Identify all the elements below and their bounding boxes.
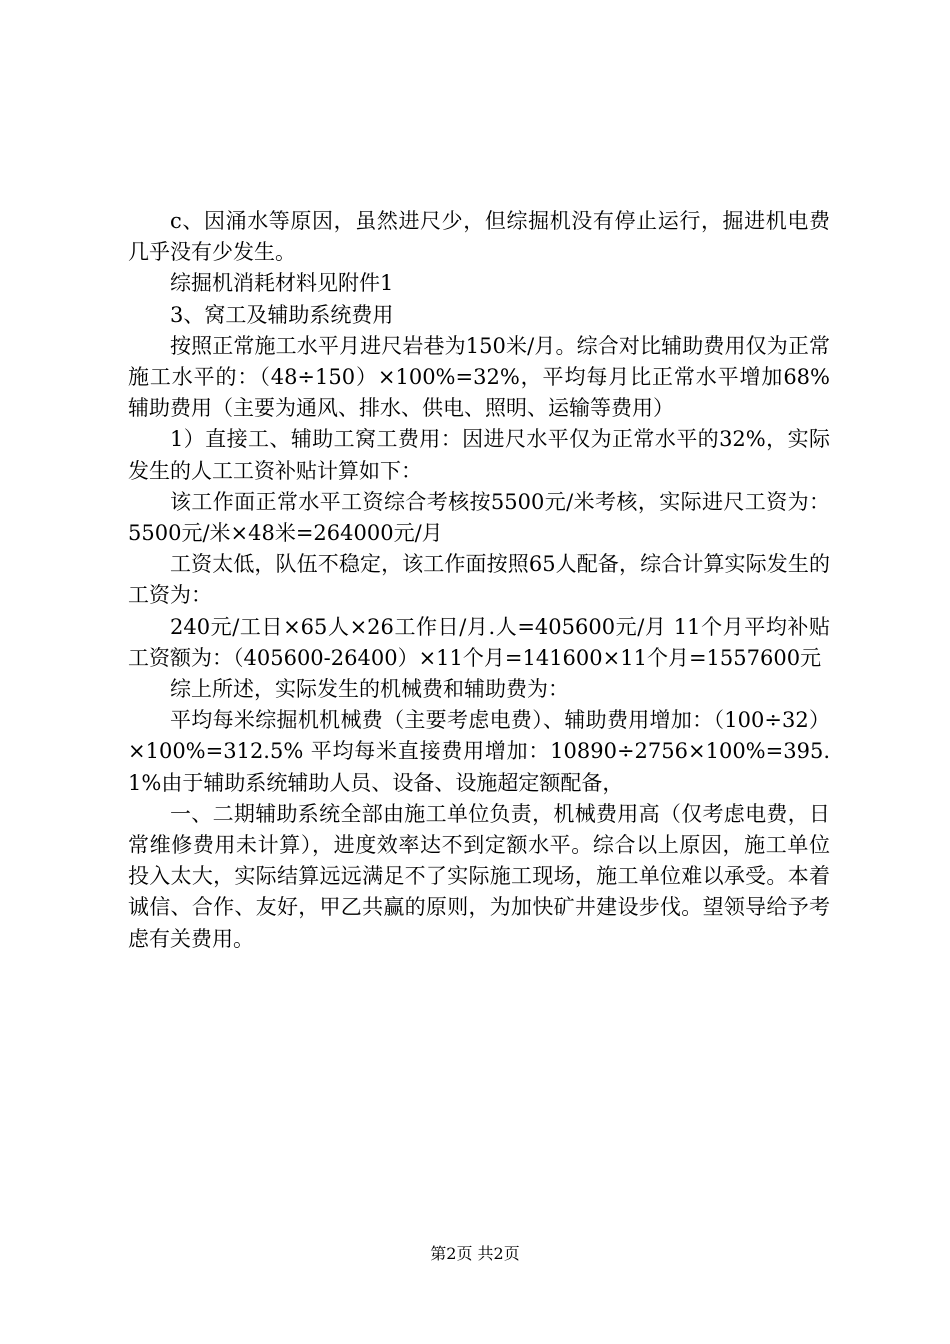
paragraph-auxiliary-costs: 按照正常施工水平月进尺岩巷为150米/月。综合对比辅助费用仅为正常施工水平的：（48÷150）×100%=32%，平均每月比正常水平增加68%辅助费用（主要为通风、排水、供电、照明、运输等费用） <box>128 333 830 421</box>
paragraph-low-wage: 工资太低，队伍不稳定，该工作面按照65人配备，综合计算实际发生的工资为： <box>128 552 830 608</box>
paragraph-materials-attachment: 综掘机消耗材料见附件1 <box>170 271 394 296</box>
paragraph-cost-increase: 平均每米综掘机机械费（主要考虑电费）、辅助费用增加：（100÷32）×100%=312.5% 平均每米直接费用增加：10890÷2756×100%=395.1%由于辅助系统辅助人员、设备、设施超定额配备， <box>128 708 830 795</box>
paragraph-section-heading: 3、窝工及辅助系统费用 <box>170 302 394 327</box>
page-footer: 第2页 共2页 <box>430 1244 520 1263</box>
paragraph-summary-intro: 综上所述，实际发生的机械费和辅助费为： <box>170 677 569 702</box>
document-body <box>128 206 830 955</box>
paragraph-idle-labor: 1）直接工、辅助工窝工费用：因进尺水平仅为正常水平的32%，实际发生的人工工资补贴计算如下： <box>128 427 830 483</box>
paragraph-wage-calculation: 240元/工日×65人×26工作日/月.人=405600元/月 11个月平均补贴工资额为：（405600-26400）×11个月=141600×11个月=1557600元 <box>128 614 830 670</box>
paragraph-water-inflow: c、因涌水等原因，虽然进尺少，但综掘机没有停止运行，掘进机电费几乎没有少发生。 <box>128 209 830 265</box>
paragraph-normal-wage: 该工作面正常水平工资综合考核按5500元/米考核，实际进尺工资为：5500元/米×48米=264000元/月 <box>128 489 830 546</box>
paragraph-conclusion: 一、二期辅助系统全部由施工单位负责，机械费用高（仅考虑电费，日常维修费用未计算），进度效率达不到定额水平。综合以上原因，施工单位投入太大，实际结算远远满足不了实际施工现场，施工单位难以承受。本着诚信、合作、友好，甲乙共赢的原则，为加快矿井建设步伐。望领导给予考虑有关费用。 <box>128 801 830 951</box>
